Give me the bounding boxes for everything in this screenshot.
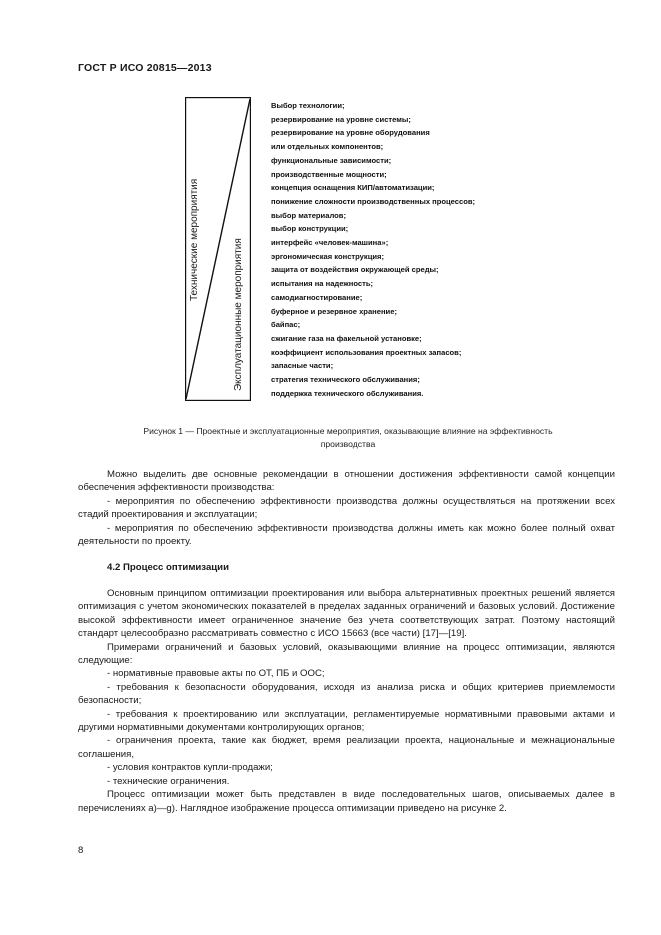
list-item: - нормативные правовые акты по ОТ, ПБ и ООС; (107, 668, 325, 680)
figure-item: самодиагностирование; (271, 292, 363, 302)
paragraph: Процесс оптимизации может быть представлен в виде последовательных шагов, описываемых далее в перечислениях а)—g). Наглядное изображение процесса оптимизации приведено на рисунке 2. (78, 789, 615, 814)
figure-item: понижение сложности производственных процессов; (271, 196, 476, 206)
figure-item: производственные мощности; (271, 169, 387, 179)
label-technical-measures: Технические мероприятия (189, 178, 200, 301)
list-item: - требования к безопасности оборудования, исходя из анализа риска и общих критериев приемлемости безопасности; (78, 681, 615, 707)
figure-item: защита от воздействия окружающей среды; (271, 265, 439, 275)
figure-item: Выбор технологии; (271, 101, 345, 110)
figure-item: испытания на надежность; (271, 279, 374, 289)
paragraph: Примерами ограничений и базовых условий, оказывающими влияние на процесс оптимизации, являются следующие: (78, 641, 615, 667)
figure-item: сжигание газа на факельной установке; (271, 333, 422, 343)
figure-item: буферное и резервное хранение; (271, 306, 397, 316)
figure-item: резервирование на уровне оборудования (271, 128, 430, 138)
figure-item: байпас; (271, 320, 301, 330)
paragraph: Основным принципом оптимизации проектирования или выбора альтернативных проектных решений является оптимизация с учетом экономических показателей в пределах заданных ограничений и базовых условий. Достижение высокой эффективности имеет ограниченное значение без учета соответствующих затрат. Поэтому настоящий стандарт целесообразно рассматривать совместно с ИСО 15663 (все части) [17]—[19]. (78, 588, 615, 640)
intro-text (78, 468, 615, 548)
label-operational-measures: Эксплуатационные мероприятия (233, 238, 244, 391)
list-item: - условия контрактов купли-продажи; (107, 762, 273, 774)
figure-caption-line: производства (320, 439, 376, 449)
figure-item: коэффициент использования проектных запасов; (271, 347, 462, 357)
figure-item: эргономическая конструкция; (271, 251, 384, 261)
list-item: - технические ограничения. (107, 775, 230, 787)
paragraph: Можно выделить две основные рекомендации в отношении достижения эффективности самой концепции обеспечения эффективности производства: (78, 469, 615, 494)
section-body (78, 587, 615, 815)
figure-item-list (271, 99, 475, 400)
list-item: - требования к проектированию или эксплуатации, регламентируемые нормативными правовыми актами и другими нормативными документами контролирующих органов; (78, 708, 615, 734)
figure-item: функциональные зависимости; (271, 155, 392, 165)
figure-item: концепция оснащения КИП/автоматизации; (271, 183, 435, 193)
figure-item: запасные части; (271, 361, 334, 371)
document-header: ГОСТ Р ИСО 20815—2013 (78, 62, 212, 74)
figure-item: или отдельных компонентов; (271, 142, 384, 152)
figure-item: выбор материалов; (271, 210, 347, 220)
section-heading: 4.2 Процесс оптимизации (107, 562, 229, 573)
figure-item: интерфейс «человек-машина»; (271, 238, 389, 248)
figure-item: выбор конструкции; (271, 224, 349, 234)
figure-item: стратегия технического обслуживания; (271, 375, 420, 385)
page-number: 8 (78, 845, 84, 856)
paragraph: - мероприятия по обеспечению эффективности производства должны иметь как можно более полный охват деятельности по проекту. (78, 522, 615, 548)
figure-item: поддержка технического обслуживания. (271, 388, 424, 398)
figure-caption-line: Рисунок 1 — Проектные и эксплуатационные мероприятия, оказывающие влияние на эффективность (143, 426, 553, 436)
paragraph: - мероприятия по обеспечению эффективности производства должны осуществляться на протяжении всех стадий проектирования и эксплуатации; (78, 495, 615, 521)
figure-item: резервирование на уровне системы; (271, 114, 411, 124)
list-item: - ограничения проекта, такие как бюджет, время реализации проекта, национальные и межнациональные соглашения, (78, 735, 615, 760)
figure-caption (78, 425, 618, 451)
